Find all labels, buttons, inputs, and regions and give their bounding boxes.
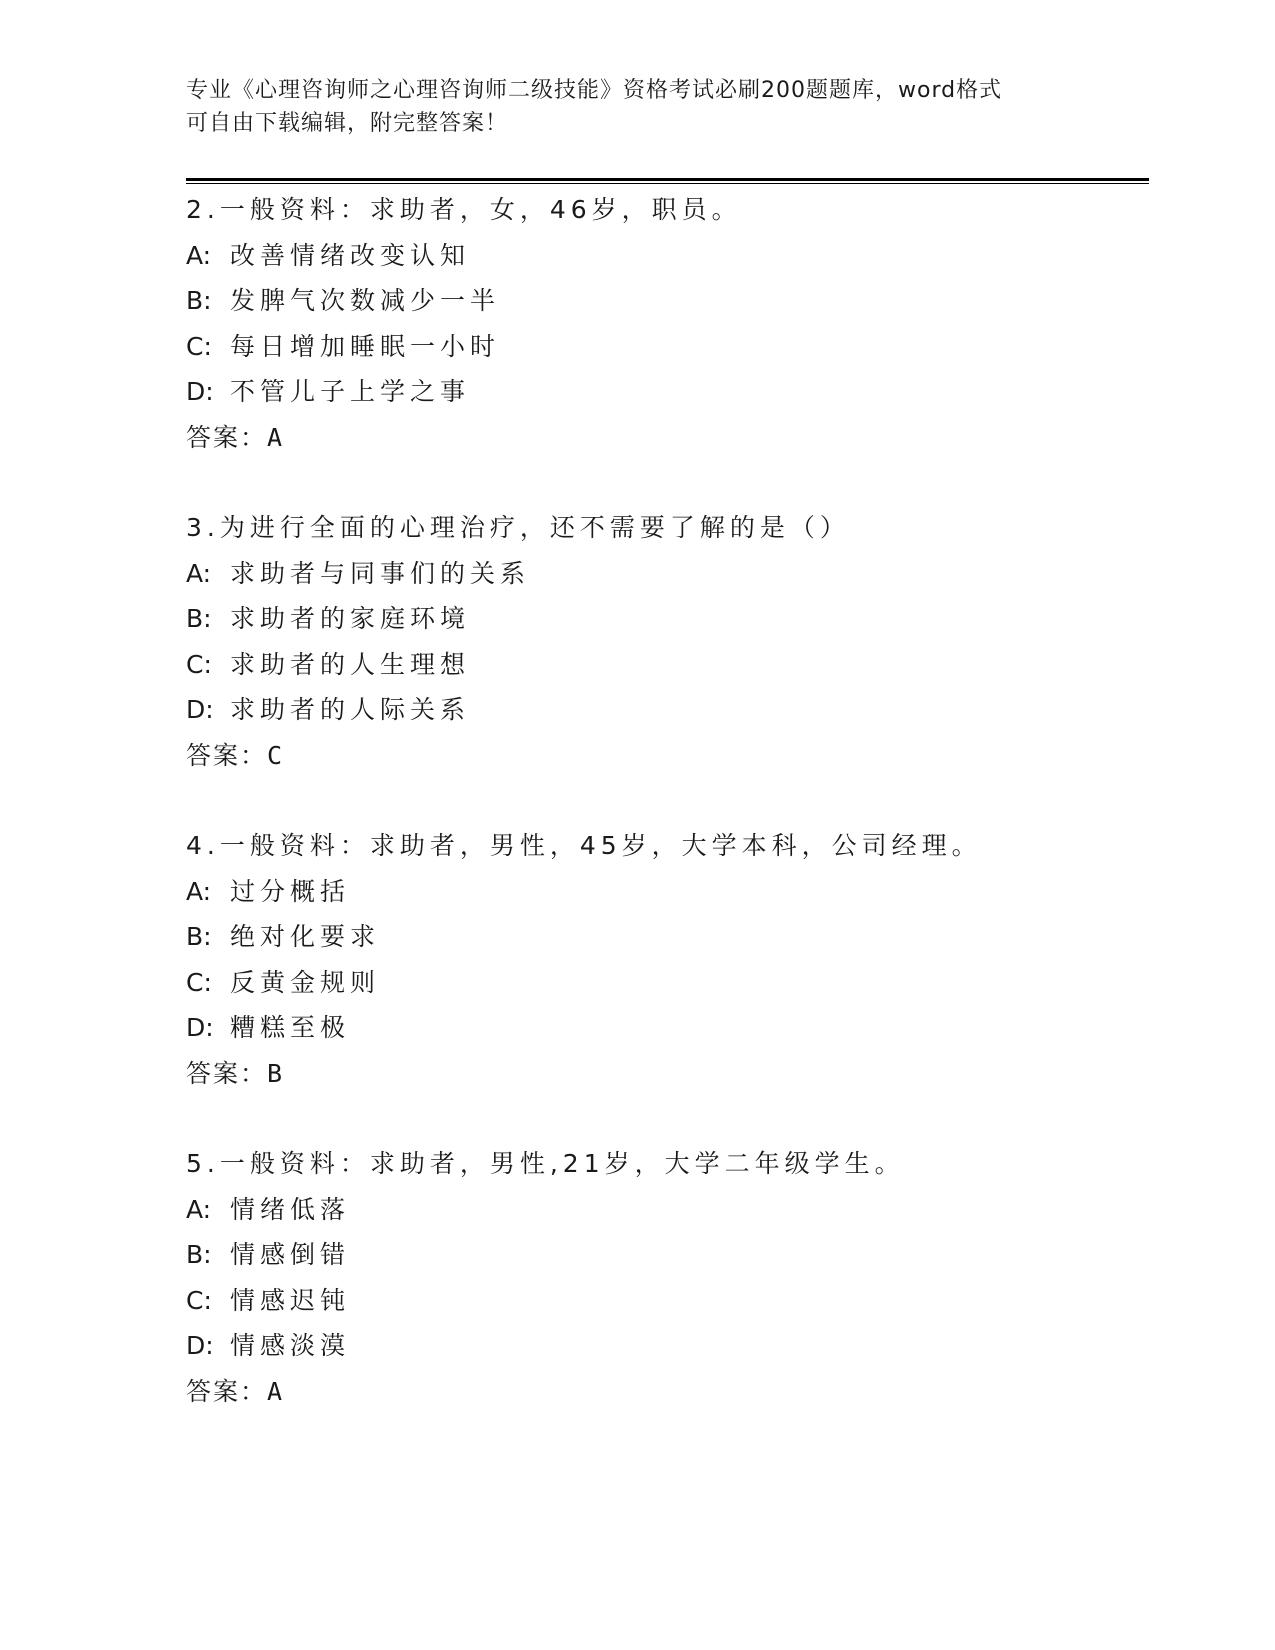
option-c (186, 324, 1136, 370)
option-b (186, 278, 1136, 324)
option-key: B: (186, 1240, 212, 1269)
option-c (186, 960, 1136, 1006)
option-d (186, 369, 1136, 415)
header-divider-thin (186, 183, 1149, 184)
option-key: C: (186, 331, 212, 361)
header-line-2: 可自由下载编辑，附完整答案！ (186, 111, 509, 136)
option-text: 求助者的家庭环境 (230, 604, 471, 633)
option-text: 求助者的人生理想 (230, 649, 471, 679)
answer-value: A (267, 422, 285, 452)
option-text: 糟糕至极 (230, 1013, 351, 1042)
answer-value: A (267, 1376, 285, 1406)
header-divider-thick (186, 178, 1149, 181)
answer-label: 答案： (186, 422, 268, 452)
question-list (186, 187, 1136, 1459)
option-text: 绝对化要求 (230, 922, 381, 951)
document-header (186, 74, 1086, 140)
question-block-4 (186, 823, 1136, 1096)
option-text: 改善情绪改变认知 (230, 240, 471, 270)
header-line-1: 专业《心理咨询师之心理咨询师二级技能》资格考试必刷200题题库，word格式 (186, 78, 1003, 103)
question-block-3 (186, 505, 1136, 778)
question-stem: 3.为进行全面的心理治疗，还不需要了解的是（） (186, 513, 850, 542)
option-text: 反黄金规则 (230, 967, 381, 997)
option-a (186, 1187, 1136, 1233)
option-text: 情感迟钝 (230, 1285, 351, 1315)
option-a (186, 551, 1136, 597)
option-key: C: (186, 967, 212, 997)
answer-line (186, 733, 1136, 779)
question-block-2 (186, 187, 1136, 460)
answer-line (186, 1369, 1136, 1415)
question-block-5 (186, 1141, 1136, 1414)
option-text: 发脾气次数减少一半 (230, 286, 501, 315)
option-b (186, 596, 1136, 642)
option-a (186, 233, 1136, 279)
option-key: A: (186, 1194, 212, 1224)
option-key: A: (186, 240, 212, 270)
option-text: 不管儿子上学之事 (230, 377, 471, 406)
option-key: A: (186, 558, 212, 588)
answer-label: 答案： (186, 1058, 268, 1088)
answer-value: B (267, 1058, 285, 1088)
option-key: B: (186, 286, 212, 315)
option-text: 过分概括 (230, 876, 351, 906)
question-stem: 4.一般资料：求助者，男性，45岁，大学本科，公司经理。 (186, 831, 982, 860)
option-text: 情绪低落 (230, 1194, 351, 1224)
option-key: B: (186, 922, 212, 951)
answer-line (186, 1051, 1136, 1097)
option-text: 求助者与同事们的关系 (230, 558, 531, 588)
option-b (186, 1232, 1136, 1278)
option-text: 情感倒错 (230, 1240, 351, 1269)
option-key: D: (186, 1331, 214, 1360)
option-text: 情感淡漠 (230, 1331, 351, 1360)
option-key: D: (186, 1013, 214, 1042)
option-key: D: (186, 695, 214, 724)
option-d (186, 1005, 1136, 1051)
option-c (186, 642, 1136, 688)
answer-value: C (267, 740, 285, 770)
option-d (186, 687, 1136, 733)
answer-label: 答案： (186, 740, 268, 770)
answer-line (186, 415, 1136, 461)
option-c (186, 1278, 1136, 1324)
option-key: B: (186, 604, 212, 633)
option-key: D: (186, 377, 214, 406)
option-d (186, 1323, 1136, 1369)
option-key: C: (186, 1285, 212, 1315)
option-text: 求助者的人际关系 (230, 695, 471, 724)
answer-label: 答案： (186, 1376, 268, 1406)
option-key: A: (186, 876, 212, 906)
option-text: 每日增加睡眠一小时 (230, 331, 501, 361)
option-key: C: (186, 649, 212, 679)
question-stem: 5.一般资料：求助者，男性,21岁，大学二年级学生。 (186, 1149, 905, 1178)
option-b (186, 914, 1136, 960)
option-a (186, 869, 1136, 915)
question-stem: 2.一般资料：求助者，女，46岁，职员。 (186, 195, 742, 224)
